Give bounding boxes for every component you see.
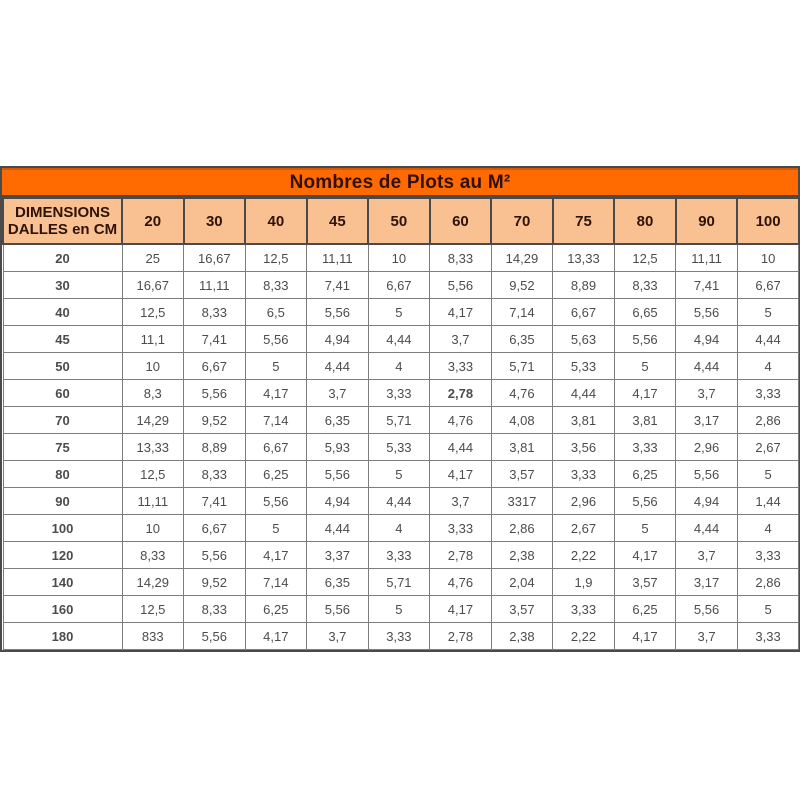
data-cell: 8,3 — [122, 380, 184, 407]
table-row-60 — [3, 380, 799, 407]
row-header-45: 45 — [3, 326, 122, 353]
data-cell: 4 — [737, 515, 799, 542]
data-cell: 4,17 — [430, 596, 492, 623]
data-cell: 5,56 — [245, 326, 307, 353]
data-cell: 7,14 — [245, 569, 307, 596]
table-row-180 — [3, 623, 799, 650]
data-cell: 5,56 — [307, 299, 369, 326]
data-cell: 833 — [122, 623, 184, 650]
row-header-30: 30 — [3, 272, 122, 299]
data-cell: 11,11 — [676, 244, 738, 272]
data-cell: 5 — [368, 461, 430, 488]
data-cell: 4,44 — [368, 326, 430, 353]
data-cell: 14,29 — [122, 569, 184, 596]
data-cell: 7,14 — [245, 407, 307, 434]
data-cell: 8,33 — [245, 272, 307, 299]
data-cell: 3,33 — [614, 434, 676, 461]
table-row-30 — [3, 272, 799, 299]
data-cell: 2,86 — [737, 569, 799, 596]
column-header-20: 20 — [122, 198, 184, 244]
data-cell: 3,33 — [368, 542, 430, 569]
column-header-90: 90 — [676, 198, 738, 244]
data-cell: 25 — [122, 244, 184, 272]
data-cell: 4,17 — [614, 542, 676, 569]
data-cell: 6,5 — [245, 299, 307, 326]
data-cell: 8,33 — [430, 244, 492, 272]
data-cell: 3,7 — [307, 380, 369, 407]
corner-header-line2: DALLES en CM — [7, 221, 118, 238]
data-cell: 3,7 — [676, 542, 738, 569]
data-cell: 5 — [368, 299, 430, 326]
data-cell: 3,33 — [553, 461, 615, 488]
table-row-100 — [3, 515, 799, 542]
data-cell: 3317 — [491, 488, 553, 515]
row-header-40: 40 — [3, 299, 122, 326]
plots-table — [2, 197, 800, 650]
data-cell: 12,5 — [122, 299, 184, 326]
data-cell: 14,29 — [491, 244, 553, 272]
data-cell: 3,57 — [491, 461, 553, 488]
data-cell: 6,67 — [184, 515, 246, 542]
data-cell: 6,25 — [245, 461, 307, 488]
data-cell: 3,33 — [430, 515, 492, 542]
data-cell: 9,52 — [184, 407, 246, 434]
data-cell: 5,56 — [307, 461, 369, 488]
data-cell: 6,35 — [491, 326, 553, 353]
row-header-140: 140 — [3, 569, 122, 596]
data-cell: 6,67 — [553, 299, 615, 326]
column-header-75: 75 — [553, 198, 615, 244]
data-cell: 5,93 — [307, 434, 369, 461]
data-cell: 3,81 — [614, 407, 676, 434]
row-header-60: 60 — [3, 380, 122, 407]
data-cell: 3,7 — [676, 623, 738, 650]
data-cell: 3,33 — [368, 623, 430, 650]
data-cell: 5,71 — [368, 569, 430, 596]
data-cell: 4 — [368, 515, 430, 542]
plots-table-figure — [0, 166, 800, 652]
column-header-100: 100 — [737, 198, 799, 244]
header-row — [3, 198, 799, 244]
data-cell: 5,71 — [368, 407, 430, 434]
data-cell: 3,81 — [553, 407, 615, 434]
data-cell: 6,35 — [307, 569, 369, 596]
table-title: Nombres de Plots au M² — [2, 168, 798, 197]
data-cell: 7,41 — [184, 488, 246, 515]
table-head — [3, 198, 799, 244]
data-cell: 6,65 — [614, 299, 676, 326]
data-cell: 6,67 — [737, 272, 799, 299]
data-cell: 5,56 — [184, 623, 246, 650]
data-cell: 5,33 — [553, 353, 615, 380]
data-cell: 8,33 — [184, 596, 246, 623]
table-row-140 — [3, 569, 799, 596]
data-cell: 8,33 — [122, 542, 184, 569]
table-row-160 — [3, 596, 799, 623]
data-cell: 3,37 — [307, 542, 369, 569]
data-cell: 4,17 — [245, 542, 307, 569]
data-cell: 6,25 — [245, 596, 307, 623]
data-cell: 10 — [368, 244, 430, 272]
data-cell: 3,33 — [553, 596, 615, 623]
data-cell: 12,5 — [122, 461, 184, 488]
data-cell: 16,67 — [122, 272, 184, 299]
data-cell: 8,33 — [184, 299, 246, 326]
table-row-50 — [3, 353, 799, 380]
data-cell: 4,44 — [307, 515, 369, 542]
data-cell: 4,17 — [245, 380, 307, 407]
data-cell: 1,9 — [553, 569, 615, 596]
data-cell: 3,33 — [368, 380, 430, 407]
column-header-40: 40 — [245, 198, 307, 244]
data-cell: 3,57 — [614, 569, 676, 596]
data-cell: 6,67 — [184, 353, 246, 380]
data-cell: 7,41 — [184, 326, 246, 353]
data-cell: 5 — [614, 353, 676, 380]
data-cell: 4,17 — [245, 623, 307, 650]
row-header-90: 90 — [3, 488, 122, 515]
data-cell: 2,96 — [553, 488, 615, 515]
data-cell: 4,94 — [676, 488, 738, 515]
data-cell: 2,38 — [491, 623, 553, 650]
data-cell: 4 — [368, 353, 430, 380]
data-cell: 6,67 — [368, 272, 430, 299]
corner-header-line1: DIMENSIONS — [14, 204, 110, 221]
data-cell: 8,33 — [184, 461, 246, 488]
data-cell: 3,7 — [676, 380, 738, 407]
data-cell: 4,44 — [553, 380, 615, 407]
data-cell: 5,56 — [307, 596, 369, 623]
data-cell: 5,56 — [614, 488, 676, 515]
data-cell: 11,11 — [184, 272, 246, 299]
data-cell: 4,44 — [430, 434, 492, 461]
row-header-75: 75 — [3, 434, 122, 461]
data-cell: 13,33 — [553, 244, 615, 272]
data-cell: 16,67 — [184, 244, 246, 272]
table-body — [3, 244, 799, 650]
data-cell: 3,7 — [307, 623, 369, 650]
table-row-70 — [3, 407, 799, 434]
data-cell: 7,14 — [491, 299, 553, 326]
data-cell: 11,1 — [122, 326, 184, 353]
row-header-160: 160 — [3, 596, 122, 623]
data-cell: 2,78 — [430, 380, 492, 407]
data-cell: 7,41 — [676, 272, 738, 299]
table-row-40 — [3, 299, 799, 326]
data-cell: 8,89 — [553, 272, 615, 299]
column-header-70: 70 — [491, 198, 553, 244]
data-cell: 5 — [614, 515, 676, 542]
data-cell: 2,22 — [553, 542, 615, 569]
data-cell: 4,44 — [368, 488, 430, 515]
data-cell: 8,33 — [614, 272, 676, 299]
data-cell: 10 — [737, 244, 799, 272]
data-cell: 4,44 — [676, 515, 738, 542]
data-cell: 2,67 — [553, 515, 615, 542]
data-cell: 3,33 — [430, 353, 492, 380]
data-cell: 5,63 — [553, 326, 615, 353]
data-cell: 5 — [245, 353, 307, 380]
data-cell: 9,52 — [491, 272, 553, 299]
data-cell: 4,17 — [614, 623, 676, 650]
data-cell: 5 — [245, 515, 307, 542]
data-cell: 4,76 — [430, 569, 492, 596]
data-cell: 10 — [122, 515, 184, 542]
data-cell: 5 — [737, 299, 799, 326]
data-cell: 2,86 — [737, 407, 799, 434]
data-cell: 5,56 — [245, 488, 307, 515]
data-cell: 2,04 — [491, 569, 553, 596]
data-cell: 4,44 — [676, 353, 738, 380]
data-cell: 3,56 — [553, 434, 615, 461]
data-cell: 2,22 — [553, 623, 615, 650]
data-cell: 2,78 — [430, 623, 492, 650]
data-cell: 4,76 — [491, 380, 553, 407]
data-cell: 3,33 — [737, 623, 799, 650]
data-cell: 10 — [122, 353, 184, 380]
data-cell: 1,44 — [737, 488, 799, 515]
data-cell: 14,29 — [122, 407, 184, 434]
data-cell: 5,56 — [184, 380, 246, 407]
data-cell: 4,94 — [307, 326, 369, 353]
data-cell: 3,7 — [430, 488, 492, 515]
data-cell: 4,76 — [430, 407, 492, 434]
data-cell: 6,67 — [245, 434, 307, 461]
data-cell: 8,89 — [184, 434, 246, 461]
row-header-50: 50 — [3, 353, 122, 380]
data-cell: 5,33 — [368, 434, 430, 461]
data-cell: 4,94 — [676, 326, 738, 353]
data-cell: 3,7 — [430, 326, 492, 353]
data-cell: 5,56 — [676, 461, 738, 488]
data-cell: 2,86 — [491, 515, 553, 542]
data-cell: 6,25 — [614, 461, 676, 488]
data-cell: 4,17 — [430, 299, 492, 326]
table-row-120 — [3, 542, 799, 569]
data-cell: 12,5 — [245, 244, 307, 272]
data-cell: 2,38 — [491, 542, 553, 569]
data-cell: 4,94 — [307, 488, 369, 515]
data-cell: 6,25 — [614, 596, 676, 623]
table-row-80 — [3, 461, 799, 488]
column-header-30: 30 — [184, 198, 246, 244]
column-header-45: 45 — [307, 198, 369, 244]
column-header-80: 80 — [614, 198, 676, 244]
data-cell: 2,67 — [737, 434, 799, 461]
data-cell: 2,78 — [430, 542, 492, 569]
row-header-70: 70 — [3, 407, 122, 434]
column-header-50: 50 — [368, 198, 430, 244]
row-header-100: 100 — [3, 515, 122, 542]
data-cell: 4,08 — [491, 407, 553, 434]
data-cell: 5,56 — [184, 542, 246, 569]
corner-header — [3, 198, 122, 244]
data-cell: 5,56 — [614, 326, 676, 353]
data-cell: 5 — [737, 596, 799, 623]
data-cell: 4,44 — [307, 353, 369, 380]
data-cell: 4,44 — [737, 326, 799, 353]
data-cell: 5,71 — [491, 353, 553, 380]
data-cell: 7,41 — [307, 272, 369, 299]
data-cell: 4,17 — [614, 380, 676, 407]
data-cell: 3,17 — [676, 569, 738, 596]
row-header-180: 180 — [3, 623, 122, 650]
table-row-20 — [3, 244, 799, 272]
data-cell: 5,56 — [676, 596, 738, 623]
data-cell: 11,11 — [307, 244, 369, 272]
row-header-80: 80 — [3, 461, 122, 488]
table-row-75 — [3, 434, 799, 461]
table-row-90 — [3, 488, 799, 515]
data-cell: 5,56 — [676, 299, 738, 326]
data-cell: 12,5 — [122, 596, 184, 623]
data-cell: 3,57 — [491, 596, 553, 623]
data-cell: 5,56 — [430, 272, 492, 299]
data-cell: 2,96 — [676, 434, 738, 461]
data-cell: 13,33 — [122, 434, 184, 461]
data-cell: 4,17 — [430, 461, 492, 488]
table-row-45 — [3, 326, 799, 353]
data-cell: 11,11 — [122, 488, 184, 515]
data-cell: 3,17 — [676, 407, 738, 434]
column-header-60: 60 — [430, 198, 492, 244]
row-header-20: 20 — [3, 244, 122, 272]
data-cell: 9,52 — [184, 569, 246, 596]
data-cell: 5 — [737, 461, 799, 488]
data-cell: 3,33 — [737, 380, 799, 407]
data-cell: 6,35 — [307, 407, 369, 434]
data-cell: 4 — [737, 353, 799, 380]
data-cell: 12,5 — [614, 244, 676, 272]
data-cell: 3,81 — [491, 434, 553, 461]
data-cell: 5 — [368, 596, 430, 623]
row-header-120: 120 — [3, 542, 122, 569]
data-cell: 3,33 — [737, 542, 799, 569]
